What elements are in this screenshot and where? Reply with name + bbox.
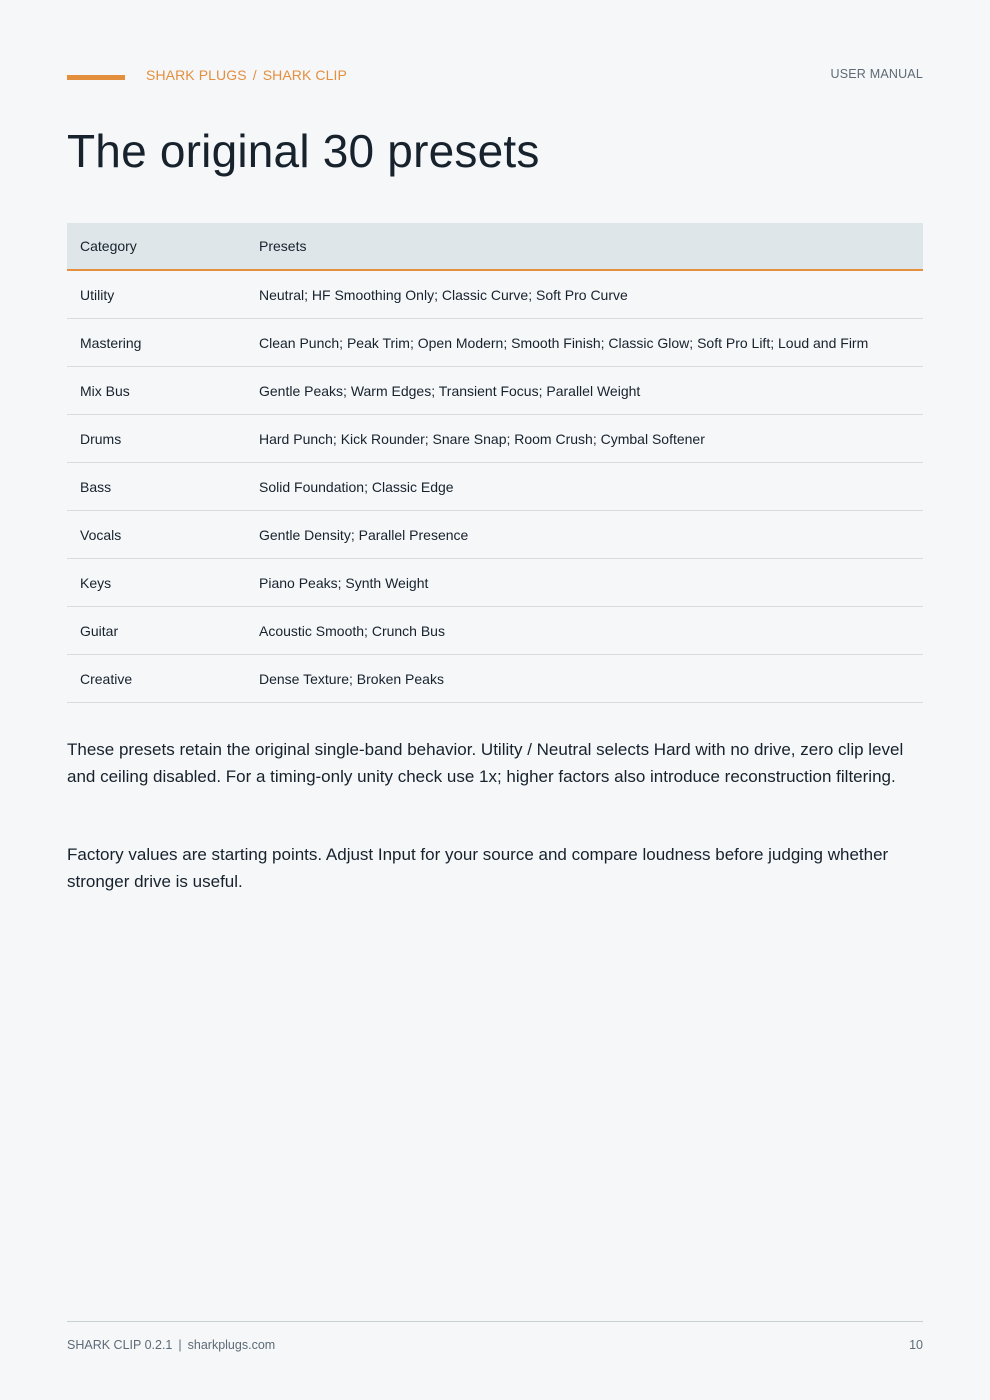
- presets-cell: Piano Peaks; Synth Weight: [246, 559, 923, 607]
- presets-table: [67, 223, 923, 703]
- footer-separator: |: [178, 1338, 182, 1352]
- footer-info: [67, 1338, 275, 1352]
- presets-cell: Hard Punch; Kick Rounder; Snare Snap; Room Crush; Cymbal Softener: [246, 415, 923, 463]
- category-cell: Mix Bus: [67, 367, 246, 415]
- category-cell: Bass: [67, 463, 246, 511]
- table-row: [67, 367, 923, 415]
- category-cell: Guitar: [67, 607, 246, 655]
- presets-cell: Solid Foundation; Classic Edge: [246, 463, 923, 511]
- table-header-row: [67, 223, 923, 270]
- category-cell: Creative: [67, 655, 246, 703]
- table-row: [67, 655, 923, 703]
- footer-divider: [67, 1321, 923, 1322]
- presets-cell: Gentle Density; Parallel Presence: [246, 511, 923, 559]
- breadcrumb-separator: /: [252, 67, 257, 83]
- category-cell: Keys: [67, 559, 246, 607]
- presets-cell: Neutral; HF Smoothing Only; Classic Curve; Soft Pro Curve: [246, 270, 923, 319]
- breadcrumb-brand: SHARK PLUGS: [146, 67, 247, 83]
- presets-cell: Acoustic Smooth; Crunch Bus: [246, 607, 923, 655]
- page-number: 10: [909, 1338, 923, 1352]
- body-paragraph: These presets retain the original single-band behavior. Utility / Neutral selects Hard with no drive, zero clip level and ceiling disabled. For a timing-only unity check use 1x; higher factors also introduce reconstruction filtering.: [67, 740, 904, 786]
- table-row: [67, 415, 923, 463]
- page-header: [67, 64, 923, 88]
- presets-cell: Clean Punch; Peak Trim; Open Modern; Smooth Finish; Classic Glow; Soft Pro Lift; Loud and Firm: [246, 319, 923, 367]
- doc-type-label: USER MANUAL: [830, 67, 923, 81]
- table-row: [67, 607, 923, 655]
- column-header-presets: Presets: [246, 223, 923, 270]
- table-row: [67, 559, 923, 607]
- presets-cell: Gentle Peaks; Warm Edges; Transient Focus; Parallel Weight: [246, 367, 923, 415]
- table-row: [67, 463, 923, 511]
- body-paragraph: Factory values are starting points. Adjust Input for your source and compare loudness before judging whether stronger drive is useful.: [67, 845, 889, 891]
- table-row: [67, 319, 923, 367]
- manual-page: [67, 0, 923, 1400]
- page-title: The original 30 presets: [67, 125, 540, 177]
- category-cell: Utility: [67, 270, 246, 319]
- breadcrumb: [146, 67, 347, 83]
- footer-product: SHARK CLIP 0.2.1: [67, 1338, 173, 1352]
- table-row: [67, 511, 923, 559]
- category-cell: Drums: [67, 415, 246, 463]
- table-row: [67, 270, 923, 319]
- column-header-category: Category: [67, 223, 246, 270]
- presets-cell: Dense Texture; Broken Peaks: [246, 655, 923, 703]
- footer-website-link[interactable]: sharkplugs.com: [187, 1338, 276, 1352]
- accent-bar: [67, 75, 125, 80]
- breadcrumb-product: SHARK CLIP: [262, 67, 347, 83]
- category-cell: Vocals: [67, 511, 246, 559]
- category-cell: Mastering: [67, 319, 246, 367]
